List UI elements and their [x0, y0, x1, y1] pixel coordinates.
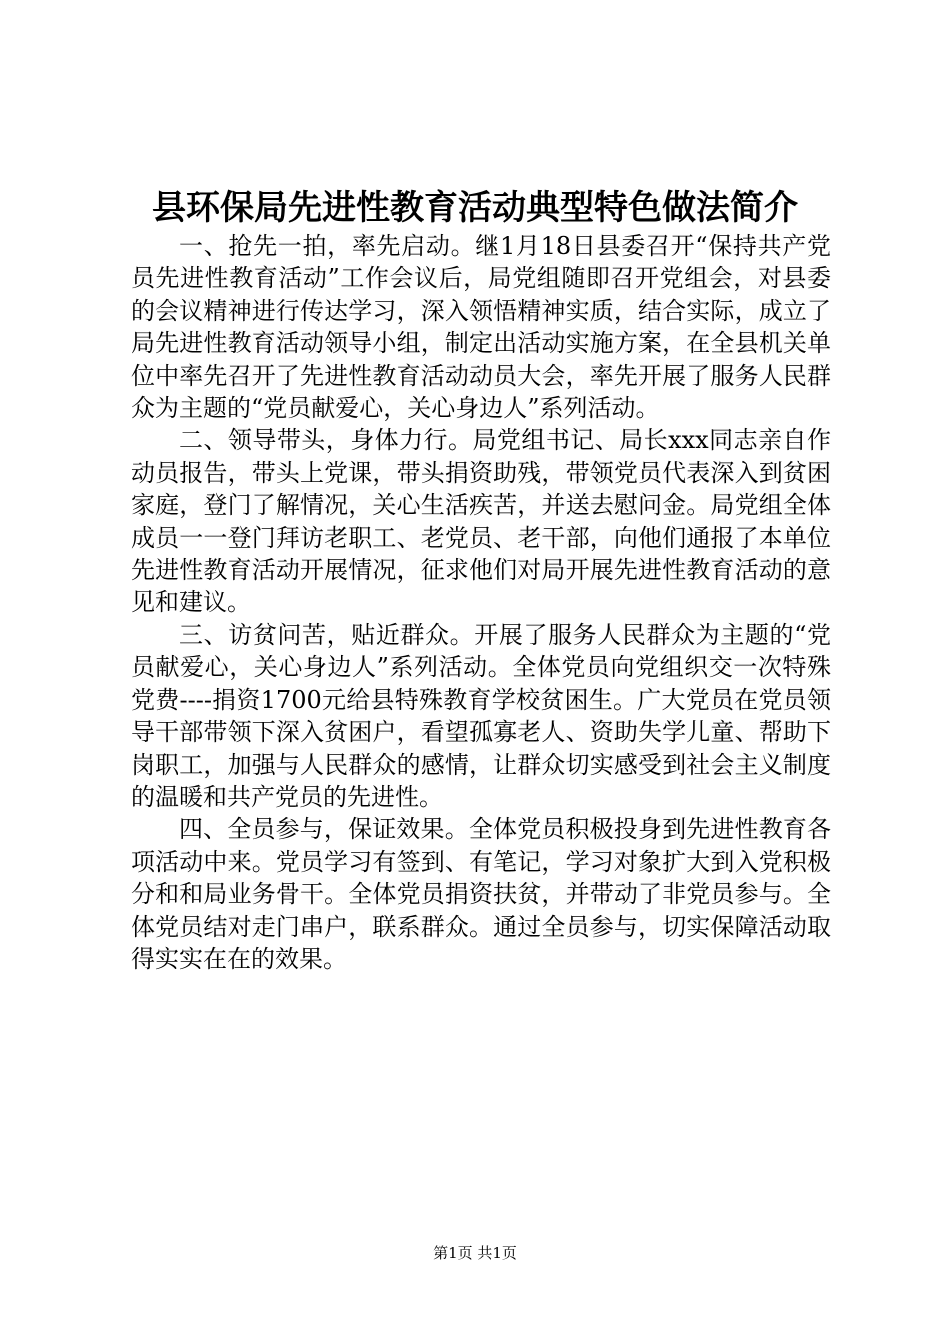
page-number-label: 第1页 共1页 [433, 1244, 517, 1262]
paragraph-3: 三、访贫问苦，贴近群众。开展了服务人民群众为主题的“党员献爱心，关心身边人”系列活动。全体党员向党组织交一次特殊党费----捐资1700元给县特殊教育学校贫困生。广大党员在党员领导干部带领下深入贫困户，看望孤寡老人、资助失学儿童、帮助下岗职工，加强与人民群众的感情，让群众切实感受到社会主义制度的温暖和共产党员的先进性。 [131, 620, 831, 811]
paragraph-1: 一、抢先一拍，率先启动。继1月18日县委召开“保持共产党员先进性教育活动”工作会议后，局党组随即召开党组会，对县委的会议精神进行传达学习，深入领悟精神实质，结合实际，成立了局先进性教育活动领导小组，制定出活动实施方案，在全县机关单位中率先召开了先进性教育活动动员大会，率先开展了服务人民群众为主题的“党员献爱心，关心身边人”系列活动。 [131, 232, 831, 423]
document-body [131, 230, 831, 975]
page-footer [0, 1243, 950, 1263]
paragraph-4: 四、全员参与，保证效果。全体党员积极投身到先进性教育各项活动中来。党员学习有签到、有笔记，学习对象扩大到入党积极分和和局业务骨干。全体党员捐资扶贫，并带动了非党员参与。全体党员结对走门串户，联系群众。通过全员参与，切实保障活动取得实实在在的效果。 [131, 815, 831, 973]
document-title: 县环保局先进性教育活动典型特色做法简介 [152, 188, 798, 228]
paragraph-2: 二、领导带头，身体力行。局党组书记、局长xxx同志亲自作动员报告，带头上党课，带头捐资助残，带领党员代表深入到贫困家庭，登门了解情况，关心生活疾苦，并送去慰问金。局党组全体成员一一登门拜访老职工、老党员、老干部，向他们通报了本单位先进性教育活动开展情况，征求他们对局开展先进性教育活动的意见和建议。 [131, 426, 831, 617]
